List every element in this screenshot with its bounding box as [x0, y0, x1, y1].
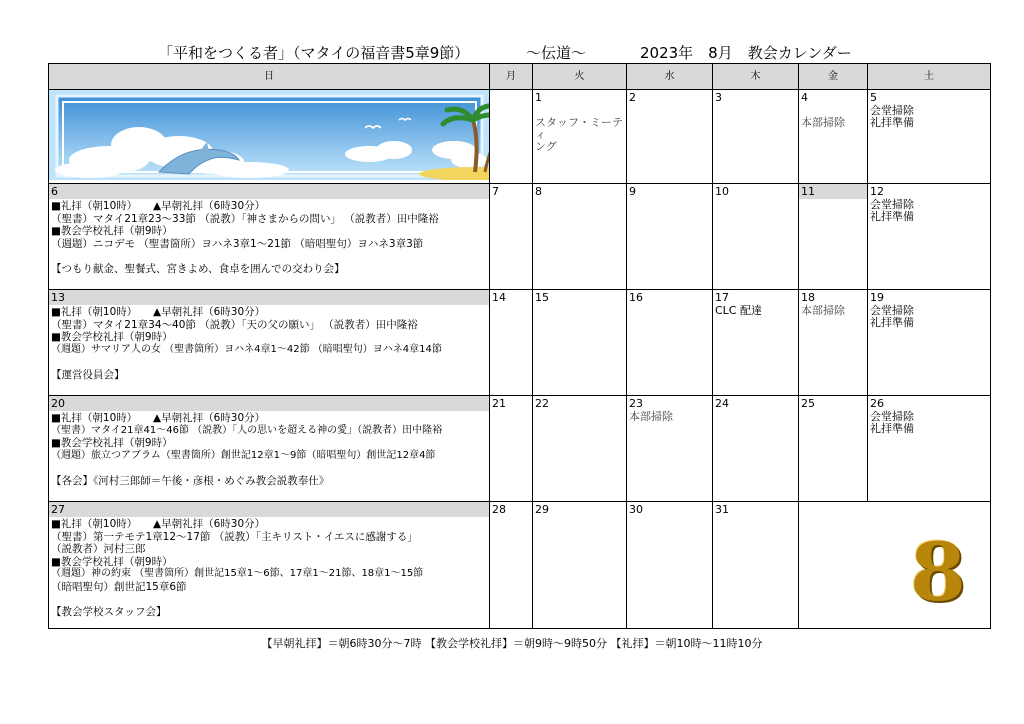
day-events: 会堂掃除 礼拝準備 [870, 410, 914, 435]
day-cell [627, 290, 713, 396]
week-row [49, 396, 991, 502]
day-cell [533, 396, 627, 502]
day-number: 29 [535, 503, 549, 516]
day-cell [713, 90, 799, 184]
day-cell [490, 184, 533, 290]
day-events: 会堂掃除 礼拝準備 [870, 198, 914, 223]
day-cell [713, 396, 799, 502]
sunday-schedule [49, 199, 489, 277]
day-cell [713, 184, 799, 290]
day-number: 1 [535, 91, 542, 104]
day-number: 19 [870, 291, 884, 304]
day-number: 24 [715, 397, 729, 410]
day-cell [868, 184, 991, 290]
theme-verse: 「平和をつくる者」（マタイの福音書5章9節） [158, 44, 470, 62]
day-number: 7 [492, 185, 499, 198]
day-cell [868, 396, 991, 502]
schedule-line: 【教会学校スタッフ会】 [51, 606, 167, 619]
sunday-cell [49, 396, 490, 502]
weekday-header-row [49, 64, 991, 90]
day-number: 3 [715, 91, 722, 104]
day-number: 28 [492, 503, 506, 516]
footer-legend: 【早朝礼拝】＝朝6時30分～7時 【教会学校礼拝】＝朝9時～9時50分 【礼拝】＝朝10時～11時10分 [261, 637, 763, 650]
day-cell [490, 502, 533, 629]
day-number: 25 [801, 397, 815, 410]
day-cell [490, 290, 533, 396]
day-cell [490, 396, 533, 502]
schedule-line: 【各会】《河村三郎師＝午後・彦根・めぐみ教会説教奉仕》 [51, 474, 330, 487]
week-row [49, 502, 991, 629]
day-number: 18 [801, 291, 815, 304]
schedule-line: （週題）サマリア人の女 （聖書箇所）ヨハネ4章1～42節 （暗唱聖句）ヨハネ4章14節 [51, 343, 442, 355]
day-cell [799, 90, 868, 184]
week-row [49, 184, 991, 290]
summer-illustration-cell [49, 90, 490, 184]
sunday-cell [49, 502, 490, 629]
schedule-line: （聖書）マタイ21章41～46節 （説教）「人の思いを超える神の愛」（説教者）田中隆裕 [51, 424, 443, 436]
day-cell-mon [490, 90, 533, 184]
schedule-line: ■教会学校礼拝（朝9時） [51, 225, 173, 238]
day-events: 本部掃除 [629, 410, 673, 423]
weekday-thu: 木 [713, 64, 799, 90]
day-number: 22 [535, 397, 549, 410]
day-number: 20 [49, 396, 489, 411]
day-cell [799, 290, 868, 396]
day-cell [799, 184, 868, 290]
schedule-line: ■礼拝（朝10時） ▲早朝礼拝（6時30分） [51, 412, 266, 424]
schedule-line: （週題）ニコデモ （聖書箇所）ヨハネ3章1～21節 （暗唱聖句）ヨハネ3章3節 [51, 237, 424, 250]
day-cell [627, 90, 713, 184]
schedule-line: ■礼拝（朝10時） ▲早朝礼拝（6時30分） [51, 306, 266, 318]
calendar-title: 2023年 8月 教会カレンダー [640, 44, 852, 62]
day-events: 会堂掃除 礼拝準備 [870, 104, 914, 129]
day-number: 15 [535, 291, 549, 304]
day-number: 11 [799, 184, 867, 199]
schedule-line: （聖書）マタイ21章34～40節 （説教）「天の父の願い」 （説教者）田中隆裕 [51, 318, 418, 331]
sunday-cell [49, 184, 490, 290]
schedule-line [51, 356, 487, 369]
day-number: 4 [801, 91, 808, 104]
weekday-fri: 金 [799, 64, 868, 90]
day-cell [627, 502, 713, 629]
weekday-tue: 火 [533, 64, 627, 90]
day-number: 12 [870, 185, 884, 198]
day-cell [713, 502, 799, 629]
day-number: 17 [715, 291, 729, 304]
schedule-line [51, 462, 487, 475]
day-number: 10 [715, 185, 729, 198]
schedule-line: ■教会学校礼拝（朝9時） [51, 331, 173, 344]
day-number: 26 [870, 397, 884, 410]
day-cell [533, 184, 627, 290]
day-cell [533, 90, 627, 184]
day-cell [533, 502, 627, 629]
month-number-graphic: 8 [910, 525, 966, 619]
weekday-wed: 水 [627, 64, 713, 90]
sunday-schedule [49, 411, 489, 489]
schedule-line [51, 250, 487, 263]
week-row [49, 90, 991, 184]
day-cell [713, 290, 799, 396]
weekday-sat: 土 [868, 64, 991, 90]
mission-label: ～伝道～ [526, 44, 587, 62]
sunday-schedule [49, 517, 489, 620]
day-number: 14 [492, 291, 506, 304]
sunday-schedule [49, 305, 489, 383]
day-events: 会堂掃除 礼拝準備 [870, 304, 914, 329]
day-cell [627, 396, 713, 502]
day-number: 2 [629, 91, 636, 104]
schedule-line: （暗唱聖句）創世記15章6節 [51, 580, 187, 593]
day-cell [868, 290, 991, 396]
day-number: 21 [492, 397, 506, 410]
day-number: 9 [629, 185, 636, 198]
calendar-grid [48, 63, 991, 629]
summer-beach-illustration [49, 90, 490, 180]
day-events: スタッフ・ミーティ ング [535, 116, 623, 153]
sunday-cell [49, 290, 490, 396]
week-row [49, 290, 991, 396]
schedule-line: ■礼拝（朝10時） ▲早朝礼拝（6時30分） [51, 518, 266, 530]
day-number: 5 [870, 91, 877, 104]
day-events: 本部掃除 [801, 116, 845, 129]
schedule-line: （説教者）河村三郎 [51, 543, 146, 556]
day-number: 31 [715, 503, 729, 516]
schedule-line: ■教会学校礼拝（朝9時） [51, 555, 173, 568]
day-number: 8 [535, 185, 542, 198]
day-cell [799, 396, 868, 502]
weekday-sun: 日 [49, 64, 490, 90]
day-events: CLC 配達 [715, 304, 762, 317]
schedule-line: （週題）旅立つアブラム（聖書箇所）創世記12章1～9節（暗唱聖句）創世記12章4節 [51, 449, 436, 461]
day-cell [627, 184, 713, 290]
schedule-line: ■礼拝（朝10時） ▲早朝礼拝（6時30分） [51, 200, 266, 212]
day-number: 13 [49, 290, 489, 305]
day-cell [533, 290, 627, 396]
day-events: 本部掃除 [801, 304, 845, 317]
schedule-line: （聖書）マタイ21章23～33節 （説教）「神さまからの問い」 （説教者）田中隆裕 [51, 212, 439, 225]
schedule-line: （週題）神の約束 （聖書箇所）創世記15章1～6節、17章1～21節、18章1～15節 [51, 568, 424, 580]
day-number: 16 [629, 291, 643, 304]
day-cell [868, 90, 991, 184]
day-number: 30 [629, 503, 643, 516]
schedule-line: （聖書）第一テモテ1章12～17節 （説教）「主キリスト・イエスに感謝する」 [51, 530, 418, 543]
schedule-line: ■教会学校礼拝（朝9時） [51, 437, 173, 450]
day-number: 6 [49, 184, 489, 199]
schedule-line: 【運営役員会】 [51, 368, 125, 381]
weekday-mon: 月 [490, 64, 533, 90]
day-number: 23 [629, 397, 643, 410]
schedule-line [51, 594, 487, 607]
day-number: 27 [49, 502, 489, 517]
schedule-line: 【つもり献金、聖餐式、宮きよめ、食卓を囲んでの交わり会】 [51, 262, 345, 275]
